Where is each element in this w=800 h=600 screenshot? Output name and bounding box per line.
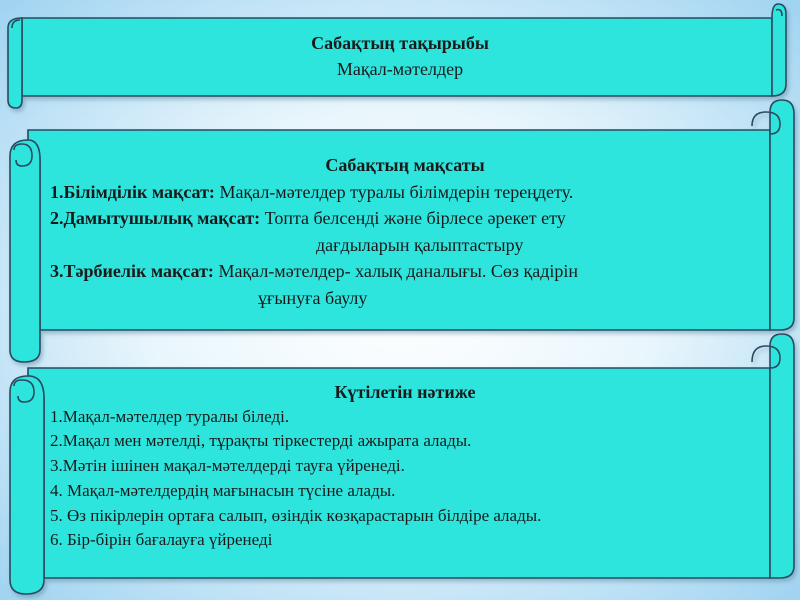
goal-continuation: ұғынуға баулу [258, 287, 368, 308]
topic-section [20, 30, 780, 82]
goal-label: 1.Білімділік мақсат: [50, 181, 215, 202]
goal-item [50, 258, 760, 285]
goal-continuation: дағдыларын қалыптастыру [316, 234, 524, 255]
outcome-item: 5. Өз пікірлерін ортаға салып, өзіндік көзқарастарын білдіре алады. [50, 505, 542, 525]
goal-label: 3.Тәрбиелік мақсат: [50, 261, 214, 281]
goal-item [50, 179, 760, 206]
outcome-item: 1.Мақал-мәтелдер туралы біледі. [50, 406, 290, 426]
outcome-item: 6. Бір-бірін бағалауға үйренеді [50, 530, 273, 550]
outcomes-section [50, 380, 760, 553]
goals-heading: Сабақтың мақсаты [325, 155, 485, 175]
goal-label: 2.Дамытушылық мақсат: [50, 208, 261, 228]
goal-text: Мақал-мәтелдер- халық даналығы. Сөз қадірін [213, 261, 579, 281]
outcome-item: 4. Мақал-мәтелдердің мағынасын түсіне алады. [50, 480, 396, 500]
goal-text: Топта белсенді және бірлесе әрекет ету [260, 208, 566, 228]
outcome-item: 2.Мақал мен мәтелді, тұрақты тіркестерді ажырата алады. [50, 431, 472, 451]
goal-text: Мақал-мәтелдер туралы білімдерін тереңдету. [214, 181, 574, 202]
goals-section [50, 152, 760, 311]
topic-heading: Сабақтың тақырыбы [311, 33, 489, 53]
outcome-item: 3.Мәтін ішінен мақал-мәтелдерді тауға үйренеді. [50, 456, 405, 476]
topic-value: Мақал-мәтелдер [336, 59, 464, 79]
goal-item [50, 205, 760, 232]
outcomes-heading: Күтілетін нәтиже [334, 382, 476, 402]
